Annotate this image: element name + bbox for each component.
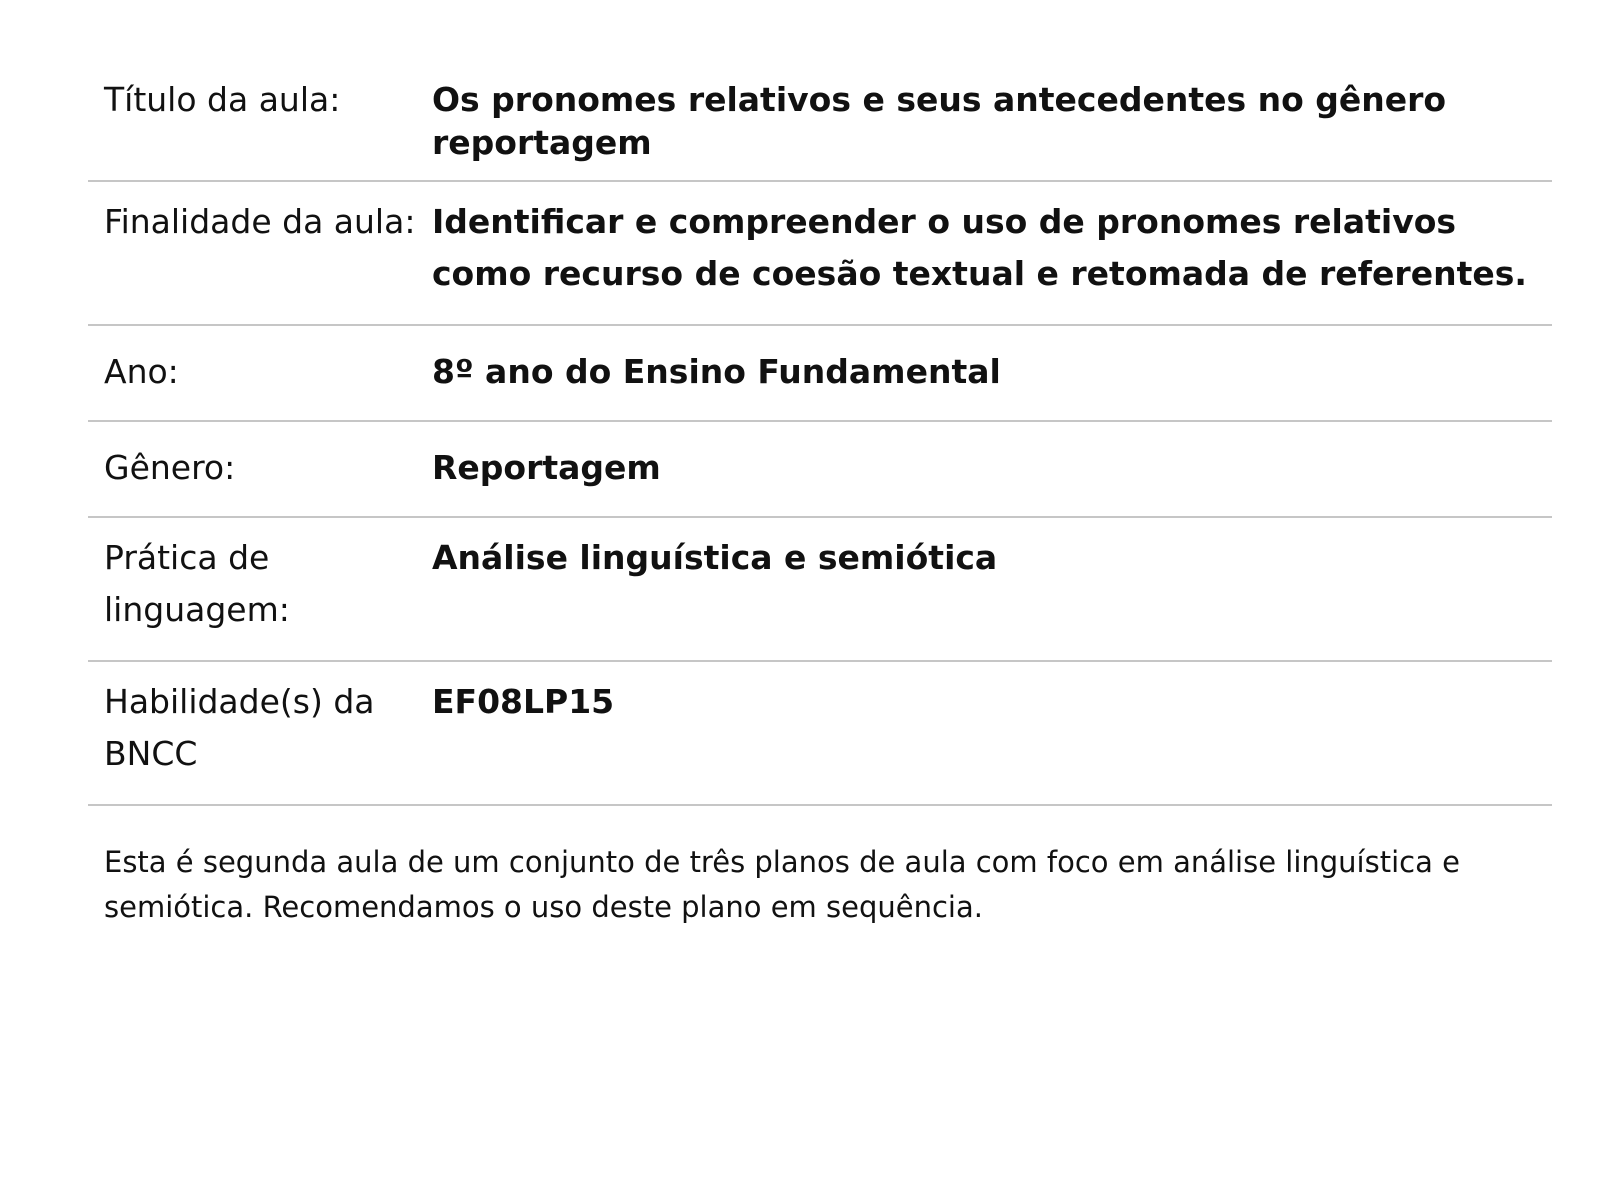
genre-label: Gênero:: [104, 448, 236, 487]
school-year-label: Ano:: [104, 352, 179, 391]
sequence-note: Esta é segunda aula de um conjunto de três planos de aula com foco em análise linguística e semiótica. Recomendamos o uso deste plano em sequência.: [104, 845, 1460, 924]
language-practice-label: Prática de linguagem:: [104, 538, 290, 629]
language-practice-value: Análise linguística e semiótica: [432, 538, 998, 577]
genre-value: Reportagem: [432, 448, 661, 487]
genre-row: [88, 421, 1552, 517]
bncc-skills-row: [88, 661, 1552, 805]
lesson-title-label: Título da aula:: [104, 80, 341, 119]
lesson-title-row: [88, 66, 1552, 181]
lesson-title-value: Os pronomes relativos e seus antecedentes no gênero reportagem: [432, 80, 1447, 162]
lesson-purpose-value: Identificar e compreender o uso de pronomes relativos como recurso de coesão textual e retomada de referentes.: [432, 202, 1527, 293]
language-practice-row: [88, 517, 1552, 661]
bncc-skills-label: Habilidade(s) da BNCC: [104, 682, 375, 773]
school-year-row: [88, 325, 1552, 421]
bncc-skills-value: EF08LP15: [432, 682, 615, 721]
lesson-purpose-label: Finalidade da aula:: [104, 202, 416, 241]
lesson-purpose-row: [88, 181, 1552, 325]
lesson-info-table: [88, 66, 1552, 806]
school-year-value: 8º ano do Ensino Fundamental: [432, 352, 1001, 391]
